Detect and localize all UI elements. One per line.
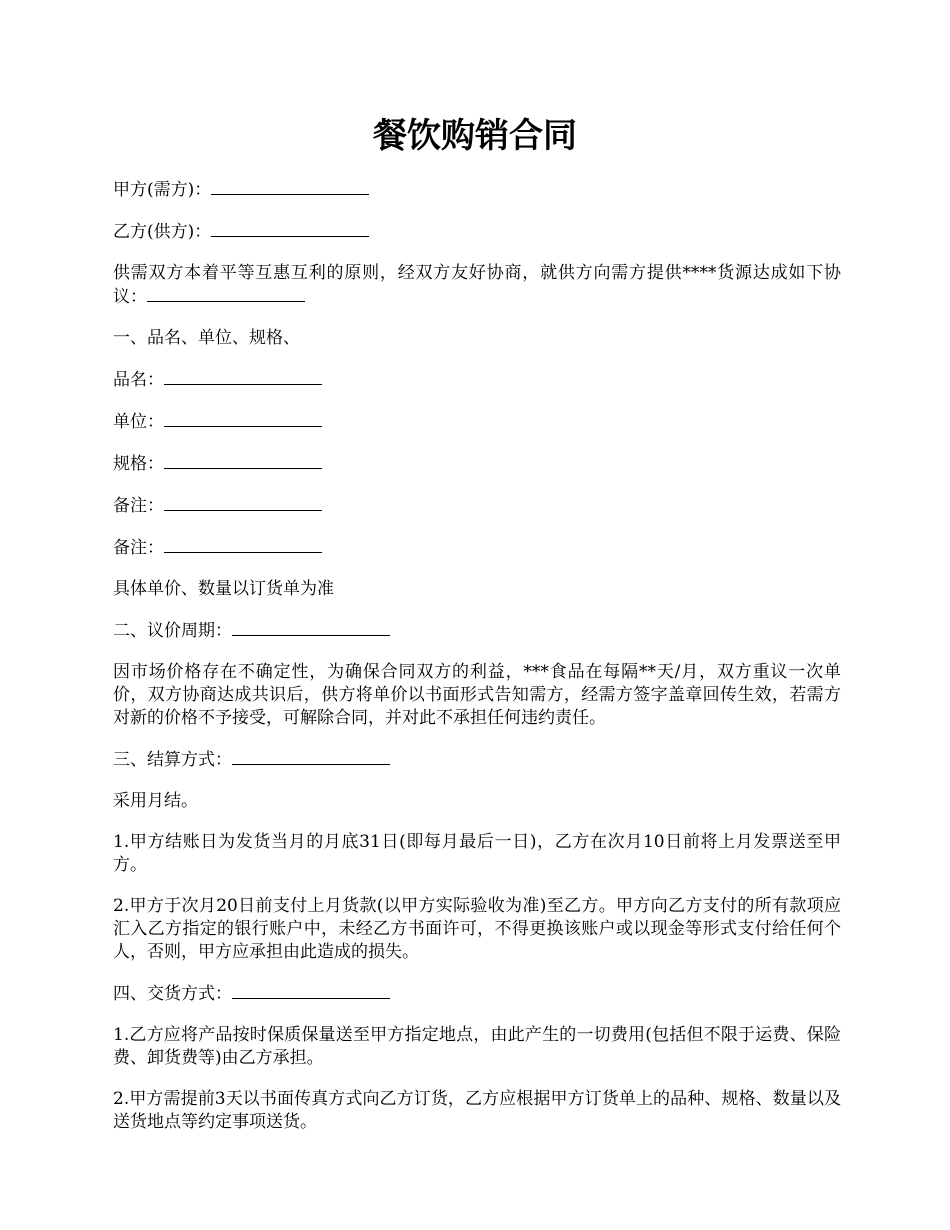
paragraph-text: 采用月结。: [113, 791, 198, 811]
product-name-line: [113, 368, 841, 392]
section-heading-4: [113, 982, 841, 1006]
fill-blank: [211, 178, 369, 195]
paragraph-text: 备注：: [113, 538, 164, 558]
section-heading-1: [113, 327, 841, 350]
preamble-paragraph: [113, 262, 841, 309]
paragraph-text: 单位：: [113, 412, 164, 432]
unit-line: [113, 410, 841, 434]
price-quantity-note: [113, 578, 841, 601]
delivery-clause-1: [113, 1024, 841, 1070]
document-body: [113, 178, 841, 1152]
paragraph-text: 一、品名、单位、规格、: [113, 328, 300, 348]
fill-blank: [164, 494, 322, 511]
section-heading-2: [113, 619, 841, 643]
paragraph-text: 1.甲方结账日为发货当月的月底31日(即每月最后一日)，乙方在次月10日前将上月发票送至甲方。: [113, 832, 841, 875]
fill-blank: [164, 452, 322, 469]
delivery-clause-2: [113, 1088, 841, 1134]
paragraph-text: 因市场价格存在不确定性，为确保合同双方的利益，***食品在每隔**天/月，双方重议一次单价，双方协商达成共识后，供方将单价以书面形式告知需方，经需方签字盖章回传生效，若需方对新的价格不予接受，可解除合同，并对此不承担任何违约责任。: [113, 662, 841, 728]
paragraph-text: 二、议价周期：: [113, 621, 232, 641]
paragraph-text: 品名：: [113, 370, 164, 390]
paragraph-text: 2.甲方需提前3天以书面传真方式向乙方订货，乙方应根据甲方订货单上的品种、规格、数量以及送货地点等约定事项送货。: [113, 1089, 841, 1132]
monthly-settlement-line: [113, 790, 841, 813]
paragraph-text: 1.乙方应将产品按时保质保量送至甲方指定地点，由此产生的一切费用(包括但不限于运费、保险费、卸货费等)由乙方承担。: [113, 1025, 841, 1068]
fill-blank: [164, 368, 322, 385]
paragraph-text: 四、交货方式：: [113, 984, 232, 1004]
fill-blank: [164, 536, 322, 553]
party-a-line: [113, 178, 841, 202]
remark-line: [113, 494, 841, 518]
paragraph-text: 甲方(需方)：: [113, 180, 212, 200]
fill-blank: [211, 220, 369, 237]
remark-line: [113, 536, 841, 560]
fill-blank: [232, 982, 390, 999]
paragraph-text: 供需双方本着平等互惠互利的原则，经双方友好协商，就供方向需方提供****货源达成如下协议：: [113, 263, 841, 307]
paragraph-text: 具体单价、数量以订货单为准: [113, 579, 334, 599]
fill-blank: [147, 285, 305, 302]
fill-blank: [164, 410, 322, 427]
paragraph-text: 2.甲方于次月20日前支付上月货款(以甲方实际验收为准)至乙方。甲方向乙方支付的所有款项应汇入乙方指定的银行账户中，未经乙方书面许可，不得更换该账户或以现金等形式支付给任何个人，否则，甲方应承担由此造成的损失。: [113, 896, 841, 962]
paragraph-text: 乙方(供方)：: [113, 222, 212, 242]
fill-blank: [232, 619, 390, 636]
price-review-paragraph: [113, 661, 841, 730]
paragraph-text: 三、结算方式：: [113, 750, 232, 770]
section-heading-3: [113, 748, 841, 772]
spec-line: [113, 452, 841, 476]
party-b-line: [113, 220, 841, 244]
settlement-clause-2: [113, 895, 841, 964]
settlement-clause-1: [113, 831, 841, 877]
paragraph-text: 规格：: [113, 454, 164, 474]
paragraph-text: 备注：: [113, 496, 164, 516]
fill-blank: [232, 748, 390, 765]
document-title: 餐饮购销合同: [373, 116, 577, 156]
